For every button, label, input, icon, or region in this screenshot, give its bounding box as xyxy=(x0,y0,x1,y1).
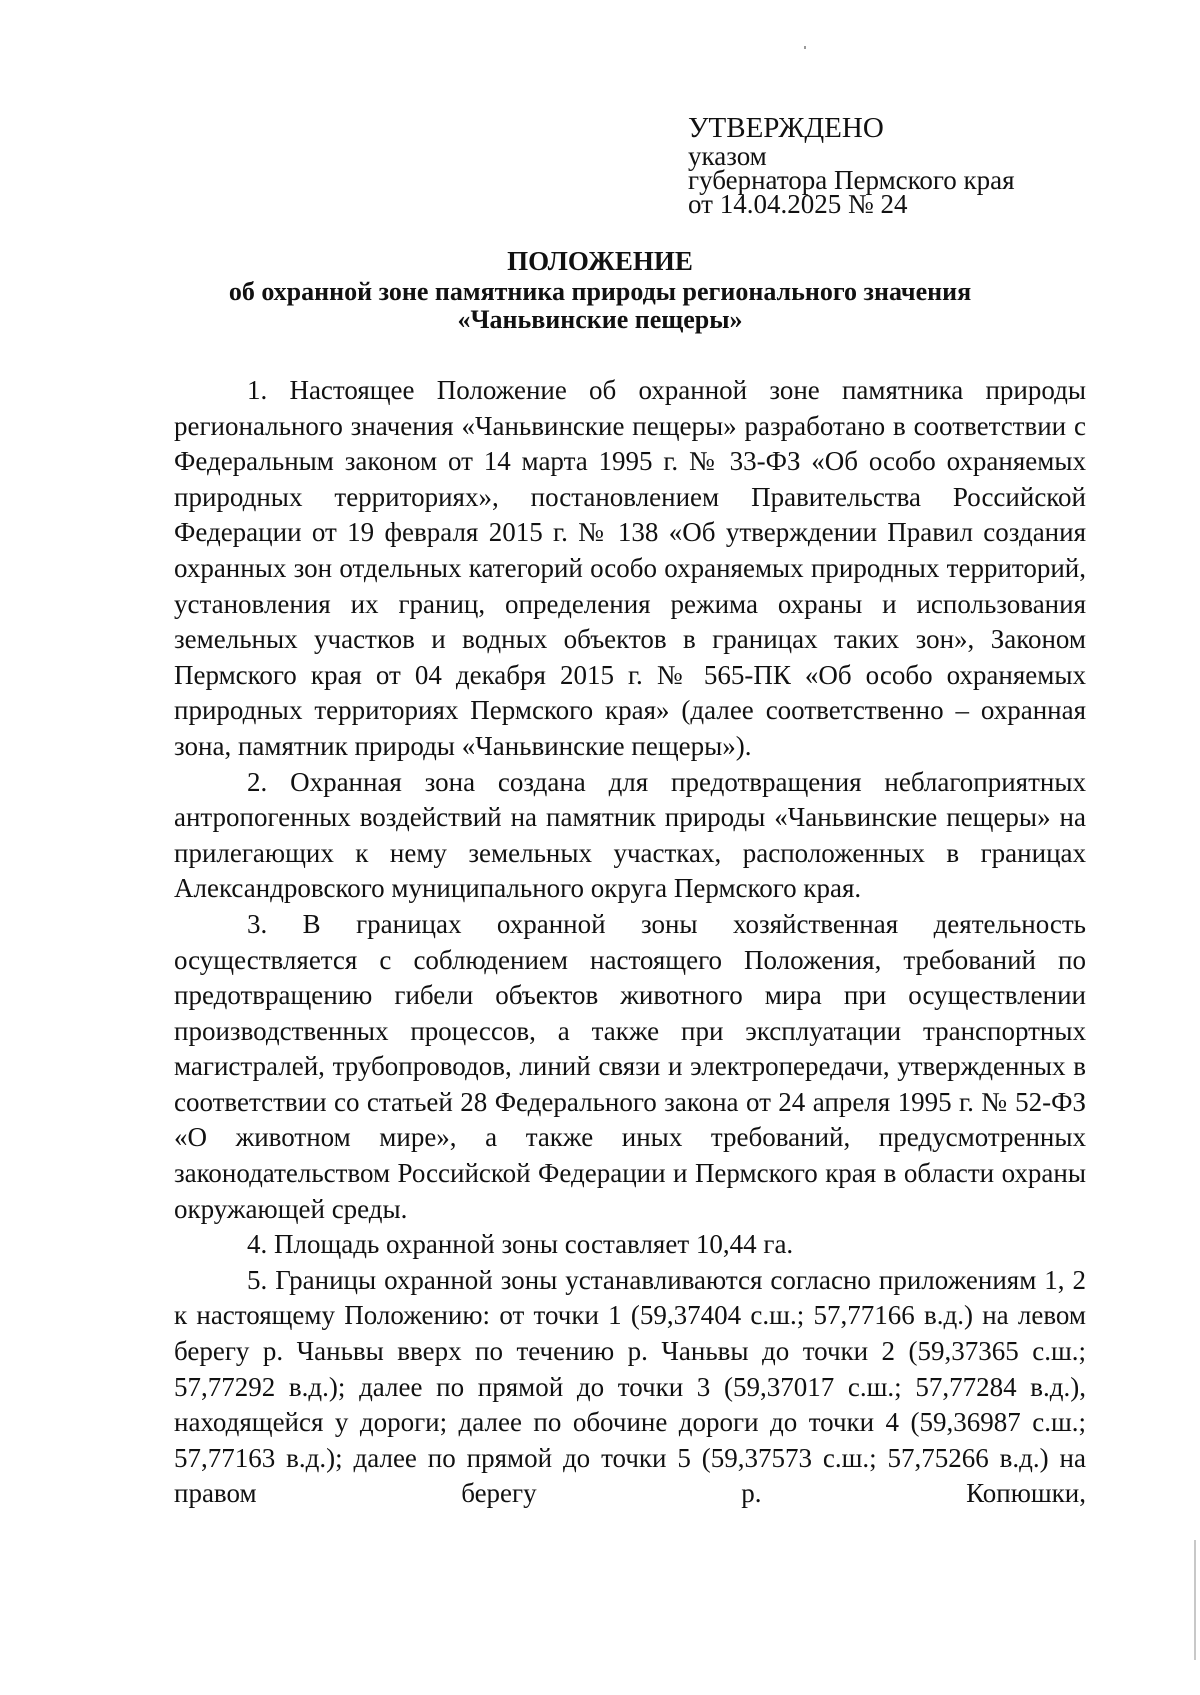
scan-edge-mark-top xyxy=(804,46,806,49)
approval-block xyxy=(688,112,1015,219)
paragraph-4: 4. Площадь охранной зоны составляет 10,44 га. xyxy=(247,1229,794,1260)
document-subtitle-line-2: «Чаньвинские пещеры» xyxy=(457,305,743,334)
paragraph-1: 1. Настоящее Положение об охранной зоне памятника природы регионального значения «Чаньвинские пещеры» разработано в соответствии с Федеральным законом от 14 марта 1995 г. № 33-ФЗ «Об особо охраняемых природных территориях», постановлением Правительства Российской Федерации от 19 февраля 2015 г. № 138 «Об утверждении Правил создания охранных зон отдельных категорий особо охраняемых природных территорий, установления их границ, определения режима охраны и использования земельных участков и водных объектов в границах таких зон», Законом Пермского края от 04 декабря 2015 г. № 565-ПК «Об особо охраняемых природных территориях Пермского края» (далее соответственно – охранная зона, памятник природы «Чаньвинские пещеры»). xyxy=(174,375,1086,761)
approval-line-date: от 14.04.2025 № 24 xyxy=(688,189,908,219)
paragraph-2: 2. Охранная зона создана для предотвращения неблагоприятных антропогенных воздействий на памятник природы «Чаньвинские пещеры» на прилегающих к нему земельных участках, расположенных в границах Александровского муниципального округа Пермского края. xyxy=(174,766,1086,904)
document-subtitle-line-1: об охранной зоне памятника природы регионального значения xyxy=(228,277,972,306)
approval-stamp: УТВЕРЖДЕНО xyxy=(688,112,884,144)
document-title: ПОЛОЖЕНИЕ xyxy=(507,246,693,276)
document-heading xyxy=(0,244,1200,334)
paragraph-5: 5. Границы охранной зоны устанавливаются согласно приложениям 1, 2 к настоящему Положению: от точки 1 (59,37404 с.ш.; 57,77166 в.д.) на левом берегу р. Чаньвы вверх по течению р. Чаньвы до точки 2 (59,37365 с.ш.; 57,77292 в.д.); далее по прямой до точки 3 (59,37017 с.ш.; 57,77284 в.д.), находящейся у дороги; далее по обочине дороги до точки 4 (59,36987 с.ш.; 57,77163 в.д.); далее по прямой до точки 5 (59,37573 с.ш.; 57,75266 в.д.) на правом берегу р. Копюшки, xyxy=(174,1264,1086,1509)
approval-line-decree: указом xyxy=(688,141,767,171)
approval-line-governor: губернатора Пермского края xyxy=(688,165,1015,195)
document-body xyxy=(174,373,1086,1512)
paragraph-3: 3. В границах охранной зоны хозяйственная деятельность осуществляется с соблюдением настоящего Положения, требований по предотвращению гибели объектов животного мира при осуществлении производственных процессов, а также при эксплуатации транспортных магистралей, трубопроводов, линий связи и электропередачи, утвержденных в соответствии со статьей 28 Федерального закона от 24 апреля 1995 г. № 52-ФЗ «О животном мире», а также иных требований, предусмотренных законодательством Российской Федерации и Пермского края в области охраны окружающей среды. xyxy=(174,908,1086,1224)
scan-edge-mark-right xyxy=(1194,1540,1196,1660)
